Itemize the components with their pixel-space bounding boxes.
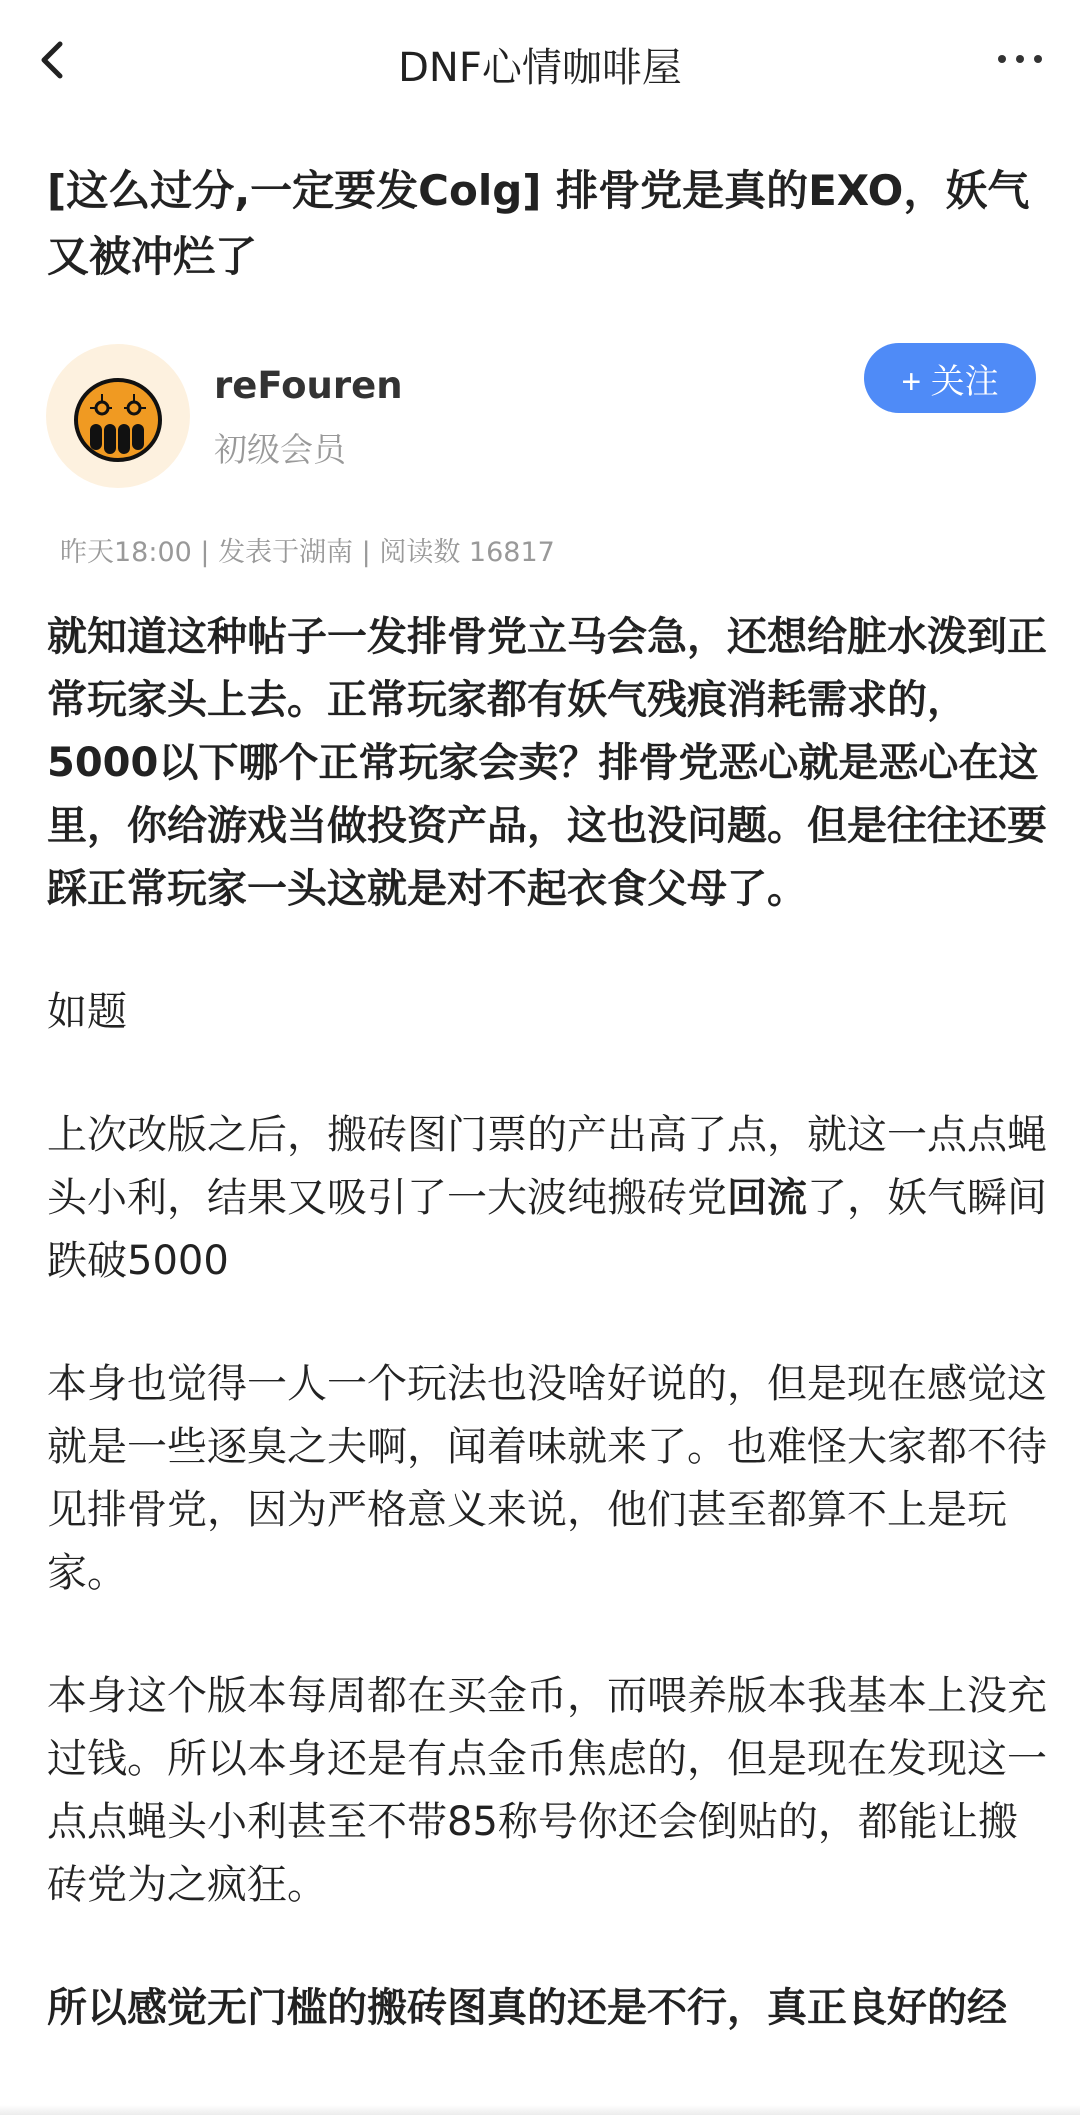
more-options-icon[interactable] — [990, 44, 1050, 74]
author-level: 初级会员 — [214, 430, 346, 469]
paragraph: 本身也觉得一人一个玩法也没啥好说的，但是现在感觉这就是一些逐臭之夫啊，闻着味就来了。也难怪大家都不待见排骨党，因为严格意义来说，他们甚至都算不上是玩家。 — [47, 1361, 1047, 1596]
follow-button[interactable]: + 关注 — [864, 343, 1036, 413]
post-meta: 昨天18:00 | 发表于湖南 | 阅读数 16817 — [60, 537, 555, 568]
paragraph-text: 上次改版之后，搬砖图门票的产出高了点，就这一点点蝇头小利，结果又吸引了一大波纯搬砖党 — [47, 1112, 1047, 1221]
paragraph: 就知道这种帖子一发排骨党立马会急，还想给脏水泼到正常玩家头上去。正常玩家都有妖气残痕消耗需求的，5000以下哪个正常玩家会卖？排骨党恶心就是恶心在这里，你给游戏当做投资产品，这也没问题。但是往往还要踩正常玩家一头这就是对不起衣食父母了。 — [47, 614, 1047, 912]
page-title: DNF心情咖啡屋 — [398, 45, 682, 91]
author-name[interactable]: reFouren — [214, 364, 403, 407]
paragraph: 所以感觉无门槛的搬砖图真的还是不行，真正良好的经 — [47, 1985, 1007, 2031]
paragraph-text: 了，妖气瞬间跌破5000 — [47, 1175, 1047, 1284]
top-bar — [0, 0, 1080, 124]
bottom-bar-shadow — [0, 2105, 1080, 2115]
bold-text: 回流 — [727, 1175, 807, 1221]
paragraph — [47, 1104, 1047, 1293]
post-content — [47, 606, 1047, 2040]
paragraph: 如题 — [47, 989, 127, 1035]
avatar[interactable] — [46, 344, 190, 488]
paragraph: 本身这个版本每周都在买金币，而喂养版本我基本上没充过钱。所以本身还是有点金币焦虑的，但是现在发现这一点点蝇头小利甚至不带85称号你还会倒贴的，都能让搬砖党为之疯狂。 — [47, 1673, 1047, 1908]
post-title: [这么过分,一定要发Colg] 排骨党是真的EXO，妖气又被冲烂了 — [47, 166, 1030, 281]
avatar-face-icon — [46, 344, 190, 488]
